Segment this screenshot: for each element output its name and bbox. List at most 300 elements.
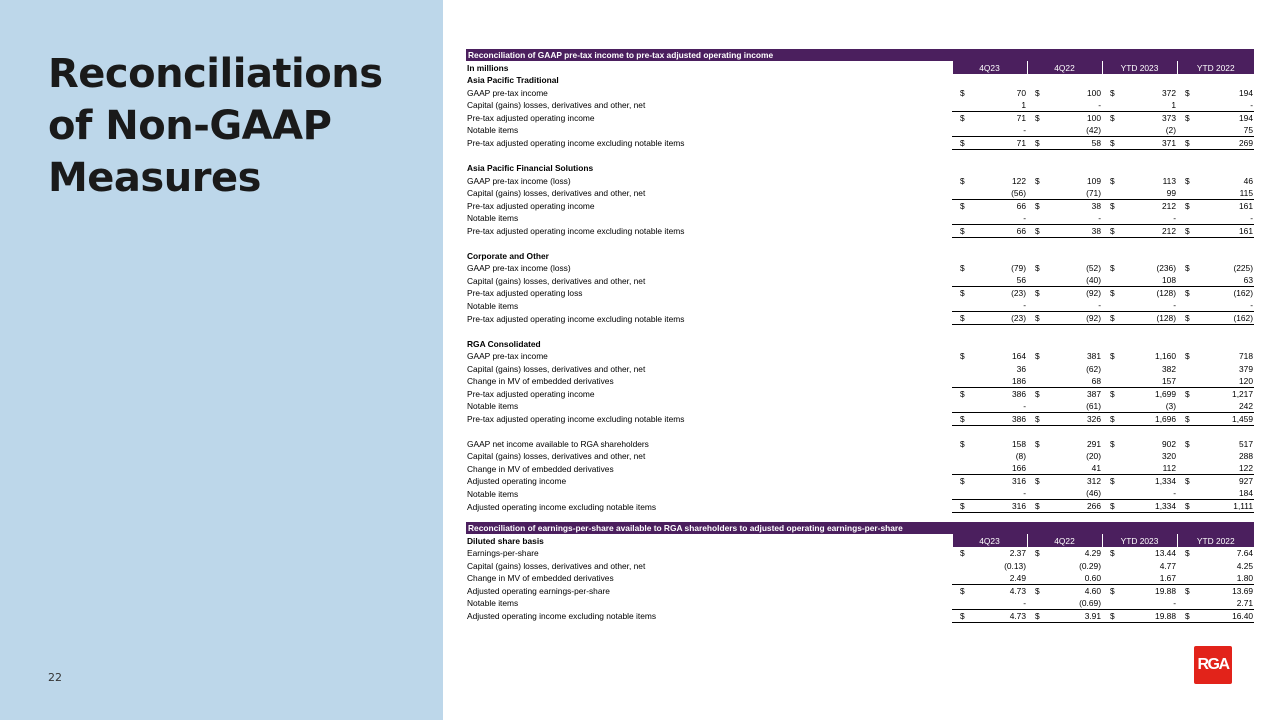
table-row <box>466 99 1254 112</box>
value-cell: 71 <box>972 136 1027 149</box>
value-cell: 387 <box>1047 387 1102 400</box>
row-label: Adjusted operating income <box>467 476 567 487</box>
currency-symbol: $ <box>1177 387 1197 400</box>
value-cell: 13.44 <box>1155 548 1176 559</box>
value-cell: 7.64 <box>1236 548 1254 559</box>
currency-symbol <box>1027 362 1047 374</box>
currency-symbol: $ <box>1102 584 1122 597</box>
currency-symbol: $ <box>1102 199 1122 212</box>
row-label: Adjusted operating income excluding notable items <box>467 611 657 622</box>
table-row <box>466 375 1254 388</box>
spacer-cell <box>466 325 1254 337</box>
currency-symbol <box>1027 124 1047 137</box>
eps-reconciliation-table <box>466 522 1254 623</box>
value-cell: (42) <box>1086 124 1101 135</box>
value-cell: (40) <box>1086 275 1101 286</box>
table-row <box>466 584 1254 597</box>
value-cell: 158 <box>1012 439 1026 449</box>
currency-symbol: $ <box>960 439 965 449</box>
currency-symbol: $ <box>1177 111 1197 124</box>
value-cell: 120 <box>1239 375 1253 386</box>
value-cell: 194 <box>1239 87 1253 98</box>
currency-symbol <box>1027 299 1047 312</box>
table-row <box>466 475 1254 488</box>
value-cell: 927 <box>1197 475 1254 488</box>
row-label: Capital (gains) losses, derivatives and other, net <box>467 560 646 571</box>
value-cell: 66 <box>972 224 1027 237</box>
row-label: Notable items <box>467 401 519 412</box>
value-cell: 266 <box>1047 500 1102 513</box>
currency-symbol <box>952 124 972 137</box>
value-cell: - <box>1173 597 1176 608</box>
currency-symbol: $ <box>1177 287 1197 300</box>
value-cell: (0.29) <box>1079 560 1101 571</box>
row-label: GAAP net income available to RGA shareholders <box>467 439 649 449</box>
table-row <box>466 124 1254 137</box>
table-row <box>466 487 1254 500</box>
currency-symbol: $ <box>952 287 972 300</box>
currency-symbol <box>1027 559 1047 571</box>
value-cell: 41 <box>1091 463 1101 474</box>
currency-symbol: $ <box>1185 439 1190 449</box>
value-cell: 58 <box>1047 136 1102 149</box>
currency-symbol <box>1102 274 1122 287</box>
table-row <box>466 438 1254 450</box>
currency-symbol: $ <box>1027 584 1047 597</box>
currency-symbol: $ <box>1035 87 1040 98</box>
spacer-cell <box>466 237 1254 249</box>
currency-symbol <box>1177 99 1197 112</box>
currency-symbol: $ <box>1035 548 1040 559</box>
currency-symbol <box>952 559 972 571</box>
currency-symbol <box>952 597 972 610</box>
value-cell: - <box>1173 212 1176 223</box>
value-cell: 157 <box>1162 375 1176 386</box>
currency-symbol <box>1177 572 1197 585</box>
value-cell: (128) <box>1122 287 1177 300</box>
currency-symbol: $ <box>952 475 972 488</box>
table-row <box>466 86 1254 98</box>
currency-symbol: $ <box>1027 136 1047 149</box>
value-cell: 4.73 <box>972 584 1027 597</box>
currency-symbol: $ <box>960 87 965 98</box>
row-label: Notable items <box>467 213 519 224</box>
value-cell: 2.49 <box>1009 572 1026 583</box>
table-row <box>466 609 1254 622</box>
table-row <box>466 400 1254 413</box>
currency-symbol <box>1102 462 1122 475</box>
value-cell: (8) <box>1015 451 1026 462</box>
currency-symbol: $ <box>952 584 972 597</box>
spacer-row <box>466 237 1254 249</box>
value-cell: 2.71 <box>1236 597 1254 608</box>
currency-symbol: $ <box>1177 475 1197 488</box>
value-cell: 242 <box>1239 400 1253 411</box>
value-cell: - <box>1023 212 1026 223</box>
value-cell: 66 <box>972 199 1027 212</box>
currency-symbol: $ <box>1027 287 1047 300</box>
currency-symbol <box>952 362 972 374</box>
currency-symbol: $ <box>952 199 972 212</box>
value-cell: 161 <box>1197 224 1254 237</box>
currency-symbol <box>1102 124 1122 137</box>
currency-symbol: $ <box>1102 609 1122 622</box>
column-header: YTD 2022 <box>1177 61 1254 73</box>
value-cell: 4.25 <box>1236 560 1254 571</box>
table-row <box>466 387 1254 400</box>
value-cell: (20) <box>1086 451 1101 462</box>
currency-symbol <box>1102 375 1122 388</box>
value-cell: 718 <box>1239 351 1253 362</box>
row-label: Adjusted operating earnings-per-share <box>467 585 610 596</box>
table-row <box>466 212 1254 225</box>
value-cell: 4.73 <box>972 609 1027 622</box>
currency-symbol <box>952 400 972 413</box>
row-label: Change in MV of embedded derivatives <box>467 573 614 584</box>
currency-symbol: $ <box>1177 500 1197 513</box>
currency-symbol <box>1177 450 1197 462</box>
currency-symbol: $ <box>1102 287 1122 300</box>
value-cell: 382 <box>1162 363 1176 374</box>
currency-symbol <box>1027 375 1047 388</box>
value-cell: (23) <box>972 287 1027 300</box>
value-cell: - <box>1250 99 1253 110</box>
currency-symbol: $ <box>1035 351 1040 362</box>
value-cell: 63 <box>1243 275 1253 286</box>
currency-symbol: $ <box>952 224 972 237</box>
row-label: GAAP pre-tax income <box>467 351 548 362</box>
value-cell: 381 <box>1087 351 1101 362</box>
currency-symbol: $ <box>1027 475 1047 488</box>
column-header: YTD 2023 <box>1102 534 1177 546</box>
value-cell: 113 <box>1162 175 1176 186</box>
table-row <box>466 450 1254 462</box>
value-cell: - <box>1023 124 1026 135</box>
value-cell: (46) <box>1086 488 1101 499</box>
currency-symbol: $ <box>1027 387 1047 400</box>
value-cell: - <box>1173 488 1176 499</box>
section-header-row <box>466 162 1254 174</box>
currency-symbol <box>1102 487 1122 500</box>
value-cell: 46 <box>1243 175 1253 186</box>
currency-symbol: $ <box>1027 312 1047 325</box>
currency-symbol: $ <box>1177 412 1197 425</box>
currency-symbol <box>952 99 972 112</box>
currency-symbol <box>1177 597 1197 610</box>
currency-symbol <box>1027 572 1047 585</box>
value-cell: 108 <box>1162 275 1176 286</box>
currency-symbol: $ <box>1177 584 1197 597</box>
currency-symbol <box>1102 212 1122 225</box>
table-row <box>466 199 1254 212</box>
row-label: Capital (gains) losses, derivatives and other, net <box>467 275 646 286</box>
currency-symbol: $ <box>1185 351 1190 362</box>
row-label: Notable items <box>467 488 519 499</box>
table-row <box>466 274 1254 287</box>
value-cell: (128) <box>1122 312 1177 325</box>
table-row <box>466 136 1254 149</box>
value-cell: 1,459 <box>1197 412 1254 425</box>
value-cell: (56) <box>1011 187 1026 198</box>
value-cell: (52) <box>1086 263 1101 274</box>
row-label: Pre-tax adjusted operating income excluding notable items <box>467 313 685 324</box>
value-cell: 1.67 <box>1159 572 1176 583</box>
spacer-cell <box>466 425 1254 437</box>
currency-symbol: $ <box>1110 351 1115 362</box>
currency-symbol <box>1102 572 1122 585</box>
section-header-row <box>466 74 1254 86</box>
row-label: GAAP pre-tax income (loss) <box>467 263 571 274</box>
row-label: Pre-tax adjusted operating income <box>467 388 595 399</box>
value-cell: (62) <box>1086 363 1101 374</box>
currency-symbol <box>952 212 972 225</box>
currency-symbol <box>1027 597 1047 610</box>
value-cell: - <box>1023 488 1026 499</box>
currency-symbol <box>1177 124 1197 137</box>
currency-symbol: $ <box>1185 175 1190 186</box>
currency-symbol: $ <box>1027 609 1047 622</box>
value-cell: (162) <box>1197 287 1254 300</box>
value-cell: 16.40 <box>1197 609 1254 622</box>
value-cell: 373 <box>1122 111 1177 124</box>
currency-symbol: $ <box>1185 263 1190 274</box>
value-cell: (79) <box>1011 263 1026 274</box>
currency-symbol: $ <box>1102 500 1122 513</box>
currency-symbol: $ <box>1102 224 1122 237</box>
value-cell: 386 <box>972 412 1027 425</box>
currency-symbol <box>1027 99 1047 112</box>
value-cell: 115 <box>1239 187 1253 198</box>
value-cell: 19.88 <box>1122 609 1177 622</box>
value-cell: 1,217 <box>1197 387 1254 400</box>
currency-symbol: $ <box>1027 111 1047 124</box>
value-cell: 371 <box>1122 136 1177 149</box>
value-cell: 109 <box>1087 175 1101 186</box>
value-cell: 100 <box>1087 87 1101 98</box>
value-cell: (2) <box>1165 124 1176 135</box>
row-label: Notable items <box>467 300 519 311</box>
value-cell: 3.91 <box>1047 609 1102 622</box>
currency-symbol: $ <box>952 312 972 325</box>
value-cell: - <box>1250 300 1253 311</box>
value-cell: (0.69) <box>1079 597 1101 608</box>
section-title: RGA Consolidated <box>467 338 541 349</box>
currency-symbol <box>1102 362 1122 374</box>
currency-symbol: $ <box>1185 548 1190 559</box>
column-header: YTD 2023 <box>1102 61 1177 73</box>
value-cell: 288 <box>1239 451 1253 462</box>
value-cell: 212 <box>1122 224 1177 237</box>
currency-symbol <box>1102 559 1122 571</box>
section-title: Asia Pacific Financial Solutions <box>467 163 594 174</box>
currency-symbol: $ <box>1102 475 1122 488</box>
currency-symbol: $ <box>1110 548 1115 559</box>
section-header-row <box>466 337 1254 349</box>
value-cell: - <box>1023 597 1026 608</box>
value-cell: (61) <box>1086 400 1101 411</box>
currency-symbol <box>1177 375 1197 388</box>
row-label: Change in MV of embedded derivatives <box>467 463 614 474</box>
units-label: Diluted share basis <box>467 535 544 546</box>
units-label: In millions <box>467 62 509 73</box>
value-cell: 75 <box>1243 124 1253 135</box>
column-header: YTD 2022 <box>1177 534 1254 546</box>
value-cell: 1.80 <box>1236 572 1254 583</box>
currency-symbol <box>1102 450 1122 462</box>
currency-symbol <box>952 299 972 312</box>
value-cell: 184 <box>1239 488 1253 499</box>
value-cell: 186 <box>1012 375 1026 386</box>
currency-symbol: $ <box>1177 312 1197 325</box>
value-cell: (162) <box>1197 312 1254 325</box>
table-row <box>466 312 1254 325</box>
value-cell: (92) <box>1047 287 1102 300</box>
value-cell: 1 <box>1171 99 1176 110</box>
value-cell: 38 <box>1047 199 1102 212</box>
currency-symbol <box>952 375 972 388</box>
table-row <box>466 462 1254 475</box>
operating-income-reconciliation-table <box>466 49 1254 513</box>
currency-symbol <box>1027 274 1047 287</box>
currency-symbol <box>1177 212 1197 225</box>
currency-symbol <box>952 572 972 585</box>
spacer-cell <box>466 149 1254 161</box>
currency-symbol <box>1027 487 1047 500</box>
table-row <box>466 187 1254 200</box>
table-row <box>466 174 1254 186</box>
value-cell: 379 <box>1239 363 1253 374</box>
currency-symbol: $ <box>1027 224 1047 237</box>
currency-symbol: $ <box>1185 87 1190 98</box>
row-label: Pre-tax adjusted operating income excluding notable items <box>467 138 685 149</box>
value-cell: 71 <box>972 111 1027 124</box>
currency-symbol: $ <box>1110 439 1115 449</box>
value-cell: 19.88 <box>1122 584 1177 597</box>
value-cell: 372 <box>1162 87 1176 98</box>
value-cell: 1,696 <box>1122 412 1177 425</box>
column-header-row <box>466 534 1254 546</box>
row-label: GAAP pre-tax income <box>467 87 548 98</box>
value-cell: 4.29 <box>1084 548 1101 559</box>
currency-symbol: $ <box>952 609 972 622</box>
slide-title: Reconciliations of Non-GAAP Measures <box>48 51 383 201</box>
currency-symbol: $ <box>1027 412 1047 425</box>
row-label: Change in MV of embedded derivatives <box>467 376 614 387</box>
row-label: Pre-tax adjusted operating income <box>467 112 595 123</box>
value-cell: 1,111 <box>1197 500 1254 513</box>
row-label: Capital (gains) losses, derivatives and other, net <box>467 363 646 374</box>
currency-symbol <box>1177 299 1197 312</box>
value-cell: (3) <box>1165 400 1176 411</box>
value-cell: 291 <box>1087 439 1101 449</box>
currency-symbol: $ <box>1027 500 1047 513</box>
table-banner <box>466 522 1254 534</box>
currency-symbol: $ <box>1102 387 1122 400</box>
value-cell: 112 <box>1162 463 1176 474</box>
value-cell: 212 <box>1122 199 1177 212</box>
currency-symbol <box>1027 212 1047 225</box>
currency-symbol: $ <box>1027 199 1047 212</box>
currency-symbol <box>1102 400 1122 413</box>
value-cell: - <box>1098 99 1101 110</box>
currency-symbol: $ <box>1110 87 1115 98</box>
table-banner <box>466 49 1254 61</box>
currency-symbol <box>1102 597 1122 610</box>
currency-symbol: $ <box>960 263 965 274</box>
currency-symbol <box>1027 462 1047 475</box>
value-cell: (23) <box>972 312 1027 325</box>
value-cell: 1,334 <box>1122 475 1177 488</box>
row-label: Notable items <box>467 598 519 609</box>
value-cell: 100 <box>1047 111 1102 124</box>
currency-symbol <box>1102 187 1122 200</box>
spacer-row <box>466 149 1254 161</box>
column-header: 4Q22 <box>1027 61 1102 73</box>
value-cell: 13.69 <box>1197 584 1254 597</box>
value-cell: 122 <box>1239 463 1253 474</box>
table-row <box>466 350 1254 362</box>
row-label: Capital (gains) losses, derivatives and other, net <box>467 188 646 199</box>
value-cell: 164 <box>1012 351 1026 362</box>
table-row <box>466 597 1254 610</box>
currency-symbol: $ <box>1035 263 1040 274</box>
table-banner-title: Reconciliation of GAAP pre-tax income to pre-tax adjusted operating income <box>466 49 1254 61</box>
value-cell: 312 <box>1047 475 1102 488</box>
currency-symbol <box>1177 487 1197 500</box>
currency-symbol <box>1102 299 1122 312</box>
table-row <box>466 262 1254 274</box>
currency-symbol: $ <box>1102 136 1122 149</box>
value-cell: 316 <box>972 475 1027 488</box>
table-row <box>466 224 1254 237</box>
value-cell: 1 <box>1021 99 1026 110</box>
value-cell: 194 <box>1197 111 1254 124</box>
value-cell: 0.60 <box>1084 572 1101 583</box>
value-cell: 36 <box>1016 363 1026 374</box>
currency-symbol: $ <box>952 412 972 425</box>
spacer-row <box>466 425 1254 437</box>
value-cell: - <box>1023 300 1026 311</box>
column-header: 4Q22 <box>1027 534 1102 546</box>
currency-symbol <box>1177 187 1197 200</box>
currency-symbol: $ <box>1102 111 1122 124</box>
table-row <box>466 299 1254 312</box>
currency-symbol <box>1102 99 1122 112</box>
table-banner-title: Reconciliation of earnings-per-share available to RGA shareholders to adjusted operating earnings-per-share <box>466 522 1254 534</box>
currency-symbol: $ <box>1102 412 1122 425</box>
value-cell: 2.37 <box>1009 548 1026 559</box>
rga-logo: RGA <box>1194 646 1232 684</box>
currency-symbol <box>1177 462 1197 475</box>
currency-symbol: $ <box>1177 199 1197 212</box>
currency-symbol: $ <box>952 136 972 149</box>
value-cell: 56 <box>1016 275 1026 286</box>
value-cell: 1,334 <box>1122 500 1177 513</box>
currency-symbol <box>952 187 972 200</box>
currency-symbol <box>1177 559 1197 571</box>
row-label: Notable items <box>467 125 519 136</box>
row-label: Pre-tax adjusted operating income excluding notable items <box>467 226 685 237</box>
value-cell: 166 <box>1012 463 1026 474</box>
value-cell: 326 <box>1047 412 1102 425</box>
currency-symbol: $ <box>1110 263 1115 274</box>
currency-symbol: $ <box>952 387 972 400</box>
value-cell: (92) <box>1047 312 1102 325</box>
value-cell: 70 <box>1016 87 1026 98</box>
currency-symbol: $ <box>1035 175 1040 186</box>
value-cell: - <box>1098 300 1101 311</box>
value-cell: 38 <box>1047 224 1102 237</box>
